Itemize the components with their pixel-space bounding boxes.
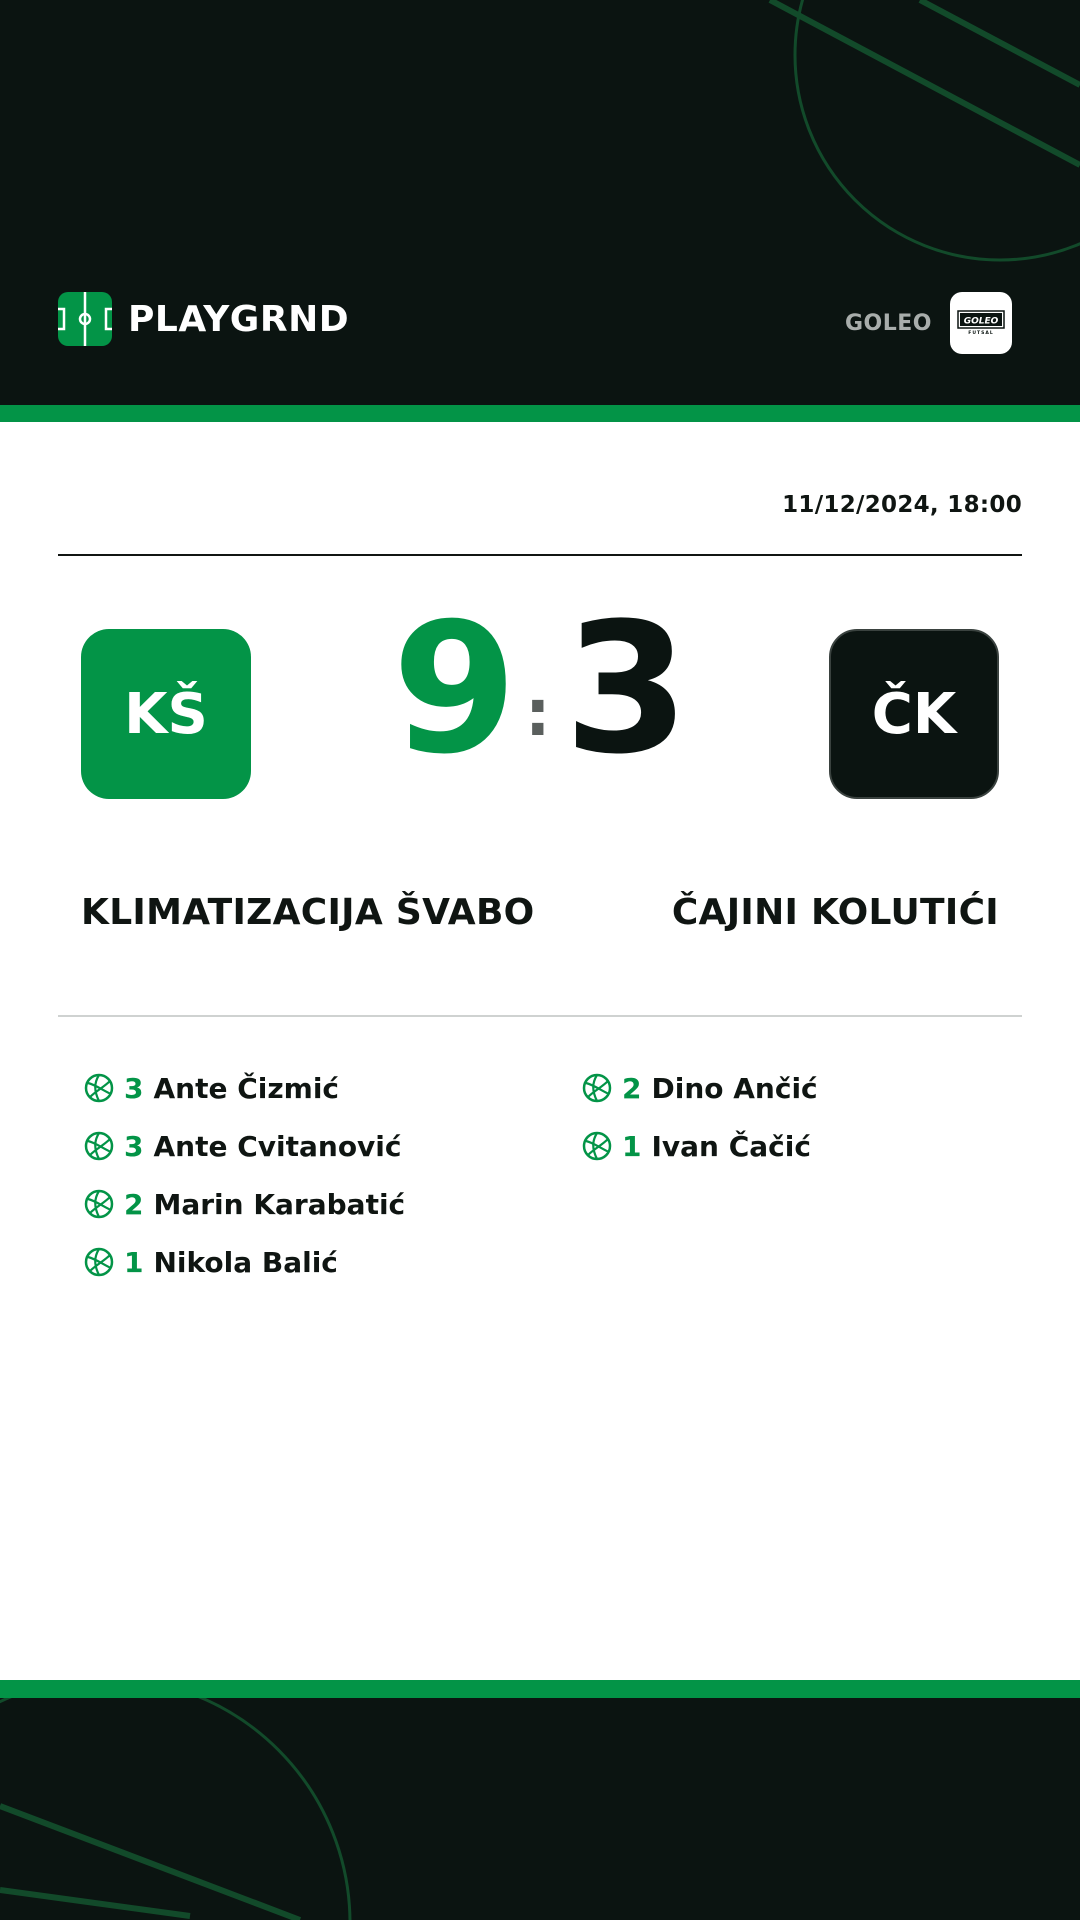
player-name: Ante Cvitanović xyxy=(153,1129,402,1163)
list-item xyxy=(84,1126,405,1166)
partner-logo-text: GOLEO xyxy=(963,316,999,327)
footer-accent-stripe xyxy=(0,1680,1080,1698)
partner-logo xyxy=(950,292,1012,354)
home-team-name: KLIMATIZACIJA ŠVABO xyxy=(81,892,535,933)
goal-count: 3 xyxy=(124,1071,144,1105)
away-scorers-list xyxy=(582,1068,818,1184)
volleyball-icon xyxy=(582,1073,612,1103)
divider xyxy=(58,554,1022,556)
list-item xyxy=(84,1242,405,1282)
home-score: 9 xyxy=(392,585,518,794)
score-separator: : xyxy=(525,677,551,751)
list-item xyxy=(84,1184,405,1224)
player-name: Marin Karabatić xyxy=(153,1187,406,1221)
player-name: Ivan Čačić xyxy=(651,1129,811,1163)
partner-name: GOLEO xyxy=(844,310,932,336)
list-item xyxy=(84,1068,405,1108)
pitch-decoration-bottom xyxy=(0,1698,1080,1920)
goal-count: 1 xyxy=(124,1245,144,1279)
brand-name: PLAYGRND xyxy=(128,298,350,340)
goal-count: 3 xyxy=(124,1129,144,1163)
header-accent-stripe xyxy=(0,405,1080,422)
volleyball-icon xyxy=(84,1247,114,1277)
goal-count: 2 xyxy=(124,1187,144,1221)
home-scorers-list xyxy=(84,1068,405,1300)
player-name: Ante Čizmić xyxy=(153,1071,340,1105)
away-score: 3 xyxy=(564,585,690,794)
home-team-badge: KŠ xyxy=(81,629,251,799)
brand xyxy=(58,292,349,346)
partner xyxy=(845,292,1012,354)
volleyball-icon xyxy=(84,1131,114,1161)
goal-count: 2 xyxy=(622,1071,642,1105)
goal-count: 1 xyxy=(622,1129,642,1163)
player-name: Nikola Balić xyxy=(153,1245,338,1279)
away-team-name: ČAJINI KOLUTIĆI xyxy=(671,892,999,933)
away-team-badge: ČK xyxy=(829,629,999,799)
match-datetime: 11/12/2024, 18:00 xyxy=(782,492,1022,518)
list-item xyxy=(582,1068,818,1108)
football-pitch-icon xyxy=(58,292,112,346)
partner-logo-subtext: FUTSAL xyxy=(968,331,994,336)
volleyball-icon xyxy=(84,1189,114,1219)
header xyxy=(0,0,1080,405)
volleyball-icon xyxy=(84,1073,114,1103)
divider xyxy=(58,1015,1022,1017)
volleyball-icon xyxy=(582,1131,612,1161)
player-name: Dino Ančić xyxy=(651,1071,818,1105)
footer xyxy=(0,1698,1080,1920)
list-item xyxy=(582,1126,818,1166)
